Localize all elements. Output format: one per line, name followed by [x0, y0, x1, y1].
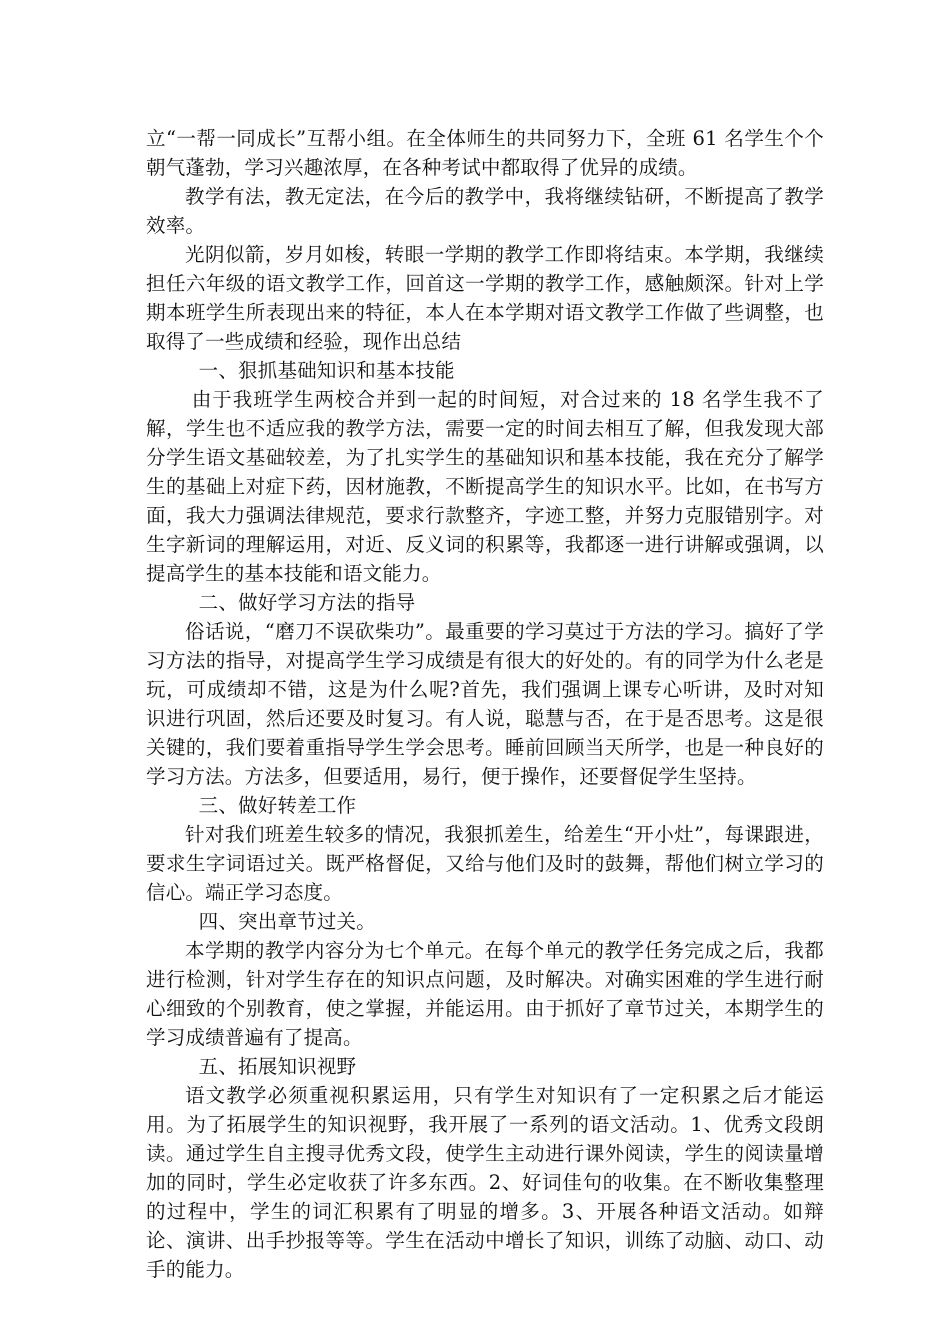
document-body	[146, 124, 824, 1284]
section-heading-3: 三、做好转差工作	[198, 794, 357, 817]
paragraph-section-3: 针对我们班差生较多的情况，我狠抓差生，给差生“开小灶”，每课跟进，要求生字词语过关。既严格督促，又给与他们及时的鼓舞，帮他们树立学习的信心。端正学习态度。	[146, 823, 824, 904]
paragraph-intro: 立“一帮一同成长”互帮小组。在全体师生的共同努力下，全班 61 名学生个个朝气蓬勃，学习兴趣浓厚，在各种考试中都取得了优异的成绩。	[146, 127, 824, 179]
paragraph-section-1: 由于我班学生两校合并到一起的时间短，对合过来的 18 名学生我不了解，学生也不适应我的教学方法，需要一定的时间去相互了解，但我发现大部分学生语文基础较差，为了扎实学生的基础知识和基本技能，我在充分了解学生的基础上对症下药，因材施教，不断提高学生的知识水平。比如，在书写方面，我大力强调法律规范，要求行款整齐，字迹工整，并努力克服错别字。对生字新词的理解运用，对近、反义词的积累等，我都逐一进行讲解或强调，以提高学生的基本技能和语文能力。	[146, 388, 824, 585]
paragraph-section-5: 语文教学必须重视积累运用，只有学生对知识有了一定积累之后才能运用。为了拓展学生的知识视野，我开展了一系列的语文活动。1、优秀文段朗读。通过学生自主搜寻优秀文段，使学生主动进行课外阅读，学生的阅读量增加的同时，学生必定收获了许多东西。2、好词佳句的收集。在不断收集整理的过程中，学生的词汇积累有了明显的增多。3、开展各种语文活动。如辩论、演讲、出手抄报等等。学生在活动中增长了知识，训练了动脑、动口、动手的能力。	[146, 1084, 824, 1281]
paragraph-section-2: 俗话说，“磨刀不误砍柴功”。最重要的学习莫过于方法的学习。搞好了学习方法的指导，对提高学生学习成绩是有很大的好处的。有的同学为什么老是玩，可成绩却不错，这是为什么呢?首先，我们强调上课专心听讲，及时对知识进行巩固，然后还要及时复习。有人说，聪慧与否，在于是否思考。这是很关键的，我们要着重指导学生学会思考。睡前回顾当天所学，也是一种良好的学习方法。方法多，但要适用，易行，便于操作，还要督促学生坚持。	[146, 620, 824, 788]
section-heading-1: 一、狠抓基础知识和基本技能	[198, 359, 455, 382]
paragraph-teaching-method: 教学有法，教无定法，在今后的教学中，我将继续钻研，不断提高了教学效率。	[146, 185, 824, 237]
section-heading-4: 四、突出章节过关。	[198, 910, 376, 933]
paragraph-semester-summary: 光阴似箭，岁月如梭，转眼一学期的教学工作即将结束。本学期，我继续担任六年级的语文教学工作，回首这一学期的教学工作，感触颇深。针对上学期本班学生所表现出来的特征，本人在本学期对语文教学工作做了些调整，也取得了一些成绩和经验，现作出总结	[146, 243, 824, 353]
section-heading-2: 二、做好学习方法的指导	[198, 591, 416, 614]
section-heading-5: 五、拓展知识视野	[198, 1055, 357, 1078]
paragraph-section-4: 本学期的教学内容分为七个单元。在每个单元的教学任务完成之后，我都进行检测，针对学生存在的知识点问题，及时解决。对确实困难的学生进行耐心细致的个别教育，使之掌握，并能运用。由于抓好了章节过关，本期学生的学习成绩普遍有了提高。	[146, 939, 824, 1049]
